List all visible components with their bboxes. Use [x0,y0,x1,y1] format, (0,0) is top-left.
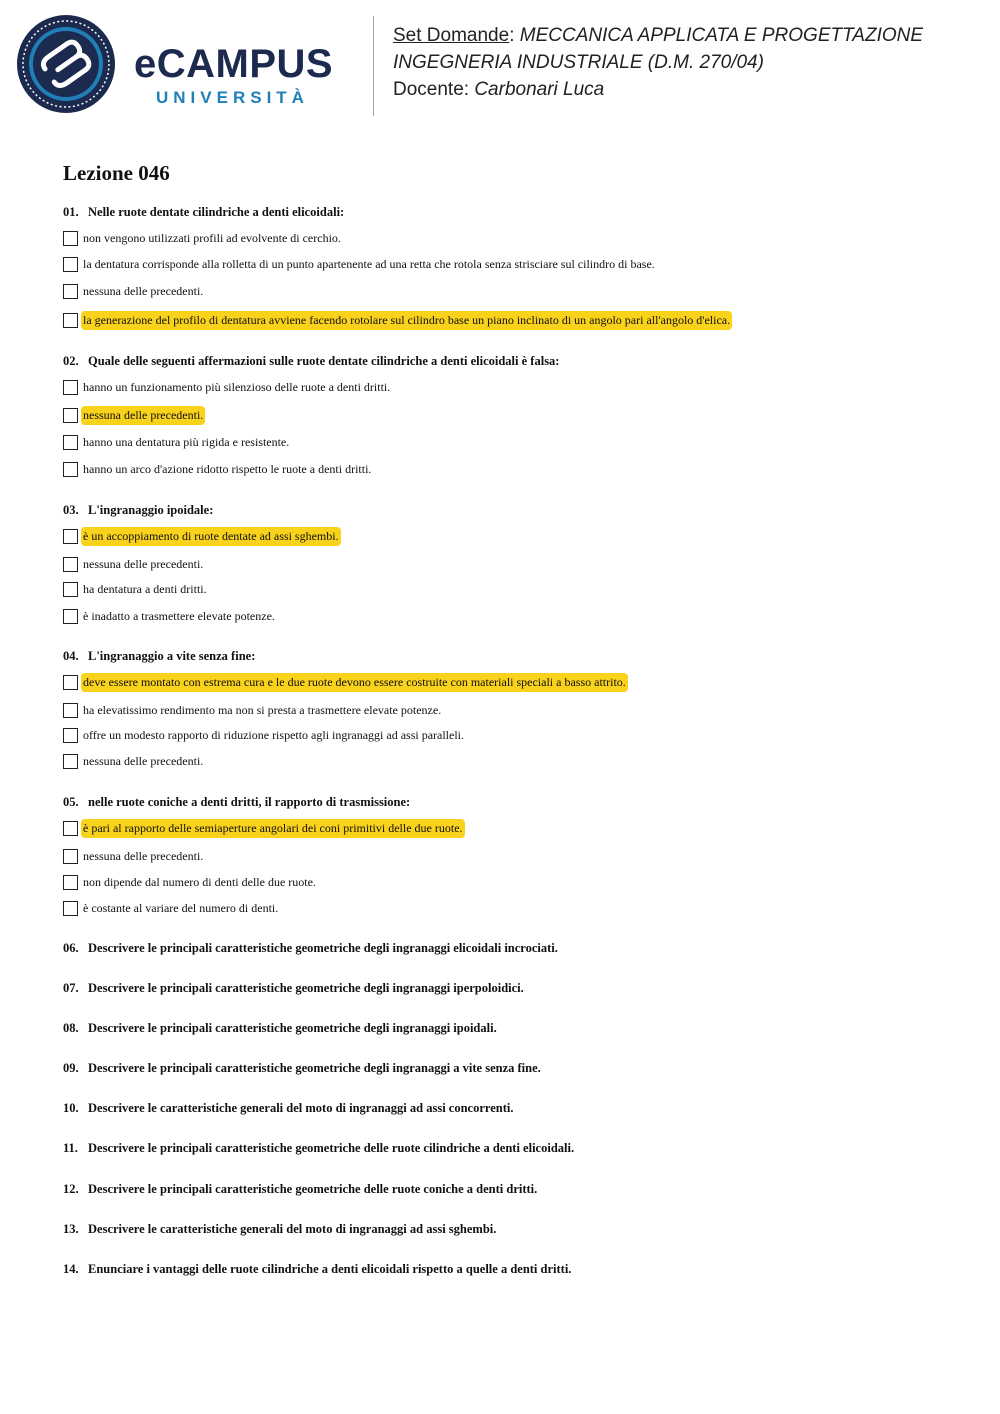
answer-option[interactable] [63,255,657,274]
answer-text: ha elevatissimo rendimento ma non si presta a trasmettere elevate potenze. [83,703,442,717]
answer-option[interactable] [63,282,205,301]
question-text: Descrivere le principali caratteristiche geometriche degli ingranaggi a vite senza fine. [88,1061,541,1075]
document-header [0,0,1000,130]
question-7 [63,980,524,996]
question-number: 04. [63,649,79,663]
question-3 [63,502,213,518]
answer-text: nessuna delle precedenti. [83,284,204,298]
question-text: Quale delle seguenti affermazioni sulle ruote dentate cilindriche a denti elicoidali è falsa: [88,354,560,368]
answer-text: hanno una dentatura più rigida e resistente. [83,435,290,449]
answer-option[interactable] [63,311,732,330]
question-6 [63,940,558,956]
question-8 [63,1020,497,1036]
answer-checkbox[interactable] [63,754,78,769]
answer-checkbox[interactable] [63,703,78,718]
question-number: 03. [63,503,79,517]
question-number: 08. [63,1021,79,1035]
answer-text: è inadatto a trasmettere elevate potenze. [83,609,275,623]
answer-checkbox[interactable] [63,675,78,690]
answer-text: hanno un funzionamento più silenzioso delle ruote a denti dritti. [83,380,391,394]
answer-checkbox[interactable] [63,313,78,328]
question-1 [63,204,344,220]
answer-checkbox[interactable] [63,557,78,572]
answer-text: ha dentatura a denti dritti. [83,582,207,596]
set-domande-line [393,22,983,49]
question-number: 06. [63,941,79,955]
logo-subtitle-text: UNIVERSITÀ [156,88,309,107]
answer-checkbox[interactable] [63,435,78,450]
question-text: Descrivere le principali caratteristiche geometriche degli ingranaggi iperpoloidici. [88,981,524,995]
answer-text-highlighted: la generazione del profilo di dentatura avviene facendo rotolare sul cilindro base un piano inclinato di un angolo pari all'angolo d'elica. [81,311,732,330]
answer-option[interactable] [63,229,343,248]
ecampus-seal-logo [16,14,116,114]
answer-checkbox[interactable] [63,529,78,544]
answer-option[interactable] [63,673,628,692]
docente-label: Docente: [393,79,475,100]
answer-option[interactable] [63,580,209,599]
answer-checkbox[interactable] [63,284,78,299]
answer-text: nessuna delle precedenti. [83,849,204,863]
answer-checkbox[interactable] [63,582,78,597]
answer-checkbox[interactable] [63,901,78,916]
answer-option[interactable] [63,433,291,452]
answer-option[interactable] [63,899,280,918]
question-number: 13. [63,1222,79,1236]
question-text: Descrivere le principali caratteristiche geometriche delle ruote coniche a denti dritti. [88,1182,538,1196]
question-text: nelle ruote coniche a denti dritti, il rapporto di trasmissione: [88,795,411,809]
answer-checkbox[interactable] [63,849,78,864]
question-number: 10. [63,1101,79,1115]
docente-line [393,76,983,103]
answer-text-highlighted: è un accoppiamento di ruote dentate ad assi sghembi. [81,527,341,546]
question-13 [63,1221,496,1237]
answer-text-highlighted: deve essere montato con estrema cura e le due ruote devono essere costruite con materiali speciali a basso attrito. [81,673,628,692]
set-domande-colon: : [509,25,520,46]
answer-option[interactable] [63,607,277,626]
answer-option[interactable] [63,873,318,892]
answer-text: offre un modesto rapporto di riduzione rispetto agli ingranaggi ad assi paralleli. [83,728,465,742]
answer-option[interactable] [63,406,205,425]
question-4 [63,648,255,664]
answer-option[interactable] [63,847,205,866]
answer-option[interactable] [63,726,466,745]
answer-option[interactable] [63,701,443,720]
answer-text: hanno un arco d'azione ridotto rispetto le ruote a denti dritti. [83,462,372,476]
question-text: L'ingranaggio a vite senza fine: [88,649,256,663]
ecampus-wordmark-logo [134,40,356,112]
question-text: Descrivere le principali caratteristiche geometriche degli ingranaggi elicoidali incrociati. [88,941,558,955]
set-domande-label: Set Domande [393,25,510,46]
answer-checkbox[interactable] [63,875,78,890]
answer-option[interactable] [63,378,392,397]
header-info [393,22,983,103]
question-number: 11. [63,1141,78,1155]
question-number: 02. [63,354,79,368]
question-text: Descrivere le principali caratteristiche geometriche delle ruote cilindriche a denti elicoidali. [88,1141,575,1155]
question-number: 01. [63,205,79,219]
answer-checkbox[interactable] [63,821,78,836]
question-9 [63,1060,541,1076]
question-text: Nelle ruote dentate cilindriche a denti elicoidali: [88,205,345,219]
answer-checkbox[interactable] [63,462,78,477]
answer-option[interactable] [63,819,465,838]
question-number: 07. [63,981,79,995]
question-text: L'ingranaggio ipoidale: [88,503,214,517]
question-12 [63,1181,537,1197]
course-title-line1: MECCANICA APPLICATA E PROGETTAZIONE [519,25,924,46]
header-divider [373,16,374,116]
question-number: 05. [63,795,79,809]
question-10 [63,1100,513,1116]
answer-text: non vengono utilizzati profili ad evolvente di cerchio. [83,231,341,245]
docente-name: Carbonari Luca [474,79,605,100]
question-text: Descrivere le principali caratteristiche geometriche degli ingranaggi ipoidali. [88,1021,497,1035]
question-text: Descrivere le caratteristiche generali del moto di ingranaggi ad assi sghembi. [88,1222,497,1236]
question-text: Descrivere le caratteristiche generali del moto di ingranaggi ad assi concorrenti. [88,1101,514,1115]
answer-text-highlighted: nessuna delle precedenti. [81,406,205,425]
answer-option[interactable] [63,460,373,479]
answer-text: nessuna delle precedenti. [83,557,204,571]
question-11 [63,1140,574,1156]
answer-option[interactable] [63,752,205,771]
answer-text: nessuna delle precedenti. [83,754,204,768]
answer-checkbox[interactable] [63,408,78,423]
question-14 [63,1261,571,1277]
answer-option[interactable] [63,527,341,546]
question-2 [63,353,559,369]
answer-checkbox[interactable] [63,728,78,743]
answer-checkbox[interactable] [63,257,78,272]
lesson-title: Lezione 046 [63,161,170,185]
question-number: 09. [63,1061,79,1075]
question-number: 14. [63,1262,79,1276]
answer-checkbox[interactable] [63,380,78,395]
answer-checkbox[interactable] [63,231,78,246]
answer-text-highlighted: è pari al rapporto delle semiaperture angolari dei coni primitivi delle due ruote. [81,819,465,838]
question-5 [63,794,410,810]
question-number: 12. [63,1182,79,1196]
logo-brand-text: eCAMPUS [134,42,334,86]
answer-text: la dentatura corrisponde alla rolletta di un punto apartenente ad una retta che rotola senza strisciare sul cilindro di base. [83,257,655,271]
answer-text: è costante al variare del numero di denti. [83,901,279,915]
question-text: Enunciare i vantaggi delle ruote cilindriche a denti elicoidali rispetto a quelle a denti dritti. [88,1262,572,1276]
course-title-line2: INGEGNERIA INDUSTRIALE (D.M. 270/04) [393,52,764,73]
answer-text: non dipende dal numero di denti delle due ruote. [83,875,316,889]
answer-option[interactable] [63,555,205,574]
answer-checkbox[interactable] [63,609,78,624]
